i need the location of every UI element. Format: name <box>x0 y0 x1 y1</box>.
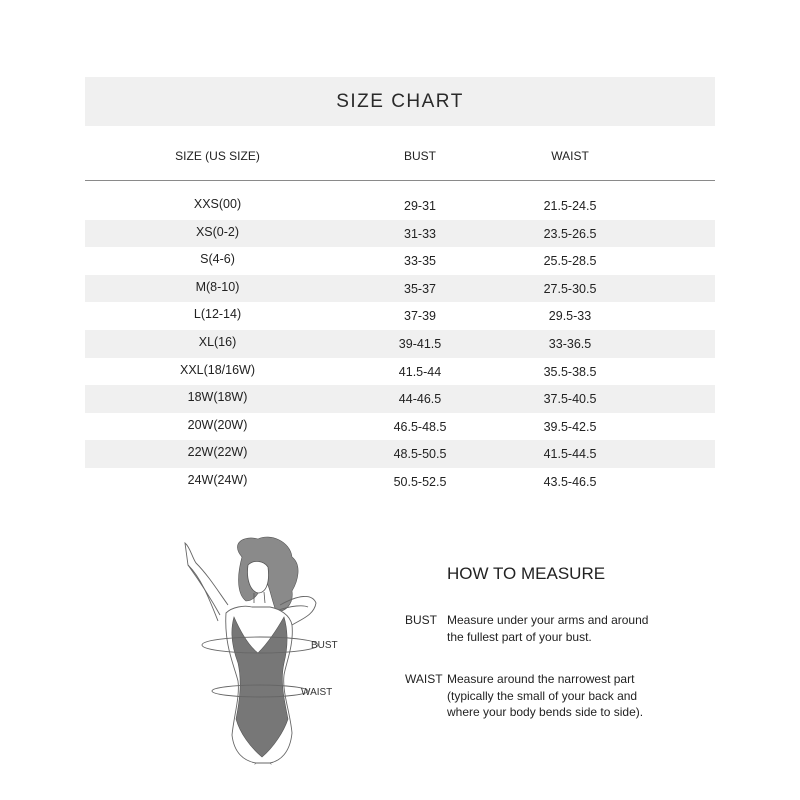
bust-cell: 33-35 <box>404 254 436 269</box>
table-row <box>85 192 715 220</box>
size-table-body <box>85 192 715 496</box>
bust-cell: 29-31 <box>404 199 436 213</box>
waist-cell: 29.5-33 <box>548 309 592 324</box>
size-cell: XS(0-2) <box>195 224 240 239</box>
waist-instruction-line: (typically the small of your back and <box>447 688 638 703</box>
bust-cell: 35-37 <box>404 281 436 296</box>
table-row <box>85 220 715 248</box>
left-arm <box>185 543 228 621</box>
size-cell: 22W(22W) <box>187 445 248 460</box>
bust-instruction-text <box>447 612 687 645</box>
waist-cell: 43.5-46.5 <box>543 474 597 489</box>
table-row <box>85 413 715 441</box>
bust-cell: 48.5-50.5 <box>393 447 447 462</box>
column-header-size: SIZE (US SIZE) <box>175 149 260 163</box>
bust-figure-label: BUST <box>311 640 338 651</box>
waist-cell: 35.5-38.5 <box>543 364 597 379</box>
table-row <box>85 302 715 330</box>
column-header-waist: WAIST <box>551 149 589 163</box>
size-cell: 24W(24W) <box>187 472 248 487</box>
waist-figure-label: WAIST <box>301 687 333 698</box>
size-cell: 20W(20W) <box>187 417 248 432</box>
waist-instruction-line: where your body bends side to side). <box>447 705 644 719</box>
bust-instruction-line: Measure under your arms and around <box>447 613 649 627</box>
bust-cell: 37-39 <box>404 309 436 324</box>
table-header <box>85 140 715 181</box>
table-row <box>85 358 715 386</box>
table-row <box>85 247 715 275</box>
waist-instruction-text <box>447 671 687 721</box>
bust-cell: 46.5-48.5 <box>393 419 447 434</box>
size-cell: XXS(00) <box>193 197 242 211</box>
title-band <box>85 77 715 126</box>
table-row <box>85 440 715 468</box>
bust-cell: 31-33 <box>404 226 436 241</box>
bust-instruction-label: BUST <box>405 613 438 627</box>
bust-instruction-line: the fullest part of your bust. <box>447 629 592 644</box>
size-cell: M(8-10) <box>195 279 240 294</box>
bust-cell: 41.5-44 <box>398 364 442 379</box>
how-to-measure-heading: HOW TO MEASURE <box>447 564 606 583</box>
table-row <box>85 385 715 413</box>
size-cell: L(12-14) <box>193 307 242 322</box>
size-cell: S(4-6) <box>200 252 235 267</box>
bust-cell: 39-41.5 <box>398 336 442 351</box>
size-cell: XL(16) <box>198 334 237 349</box>
waist-instruction-line: Measure around the narrowest part <box>447 672 635 686</box>
waist-cell: 21.5-24.5 <box>543 199 597 213</box>
waist-cell: 33-36.5 <box>548 336 592 351</box>
bust-cell: 50.5-52.5 <box>393 474 447 489</box>
waist-cell: 27.5-30.5 <box>543 281 597 296</box>
table-row <box>85 468 715 496</box>
waist-cell: 41.5-44.5 <box>543 447 597 462</box>
table-row <box>85 275 715 303</box>
table-row <box>85 330 715 358</box>
bust-cell: 44-46.5 <box>398 392 442 407</box>
size-cell: 18W(18W) <box>187 390 248 405</box>
waist-instruction-label: WAIST <box>405 672 443 686</box>
waist-cell: 23.5-26.5 <box>543 226 597 241</box>
waist-cell: 37.5-40.5 <box>543 392 597 407</box>
column-header-bust: BUST <box>403 149 436 163</box>
page-title: SIZE CHART <box>336 90 464 112</box>
waist-cell: 25.5-28.5 <box>543 254 597 269</box>
waist-cell: 39.5-42.5 <box>543 419 597 434</box>
size-cell: XXL(18/16W) <box>179 362 256 377</box>
body-measurement-illustration <box>180 535 350 765</box>
